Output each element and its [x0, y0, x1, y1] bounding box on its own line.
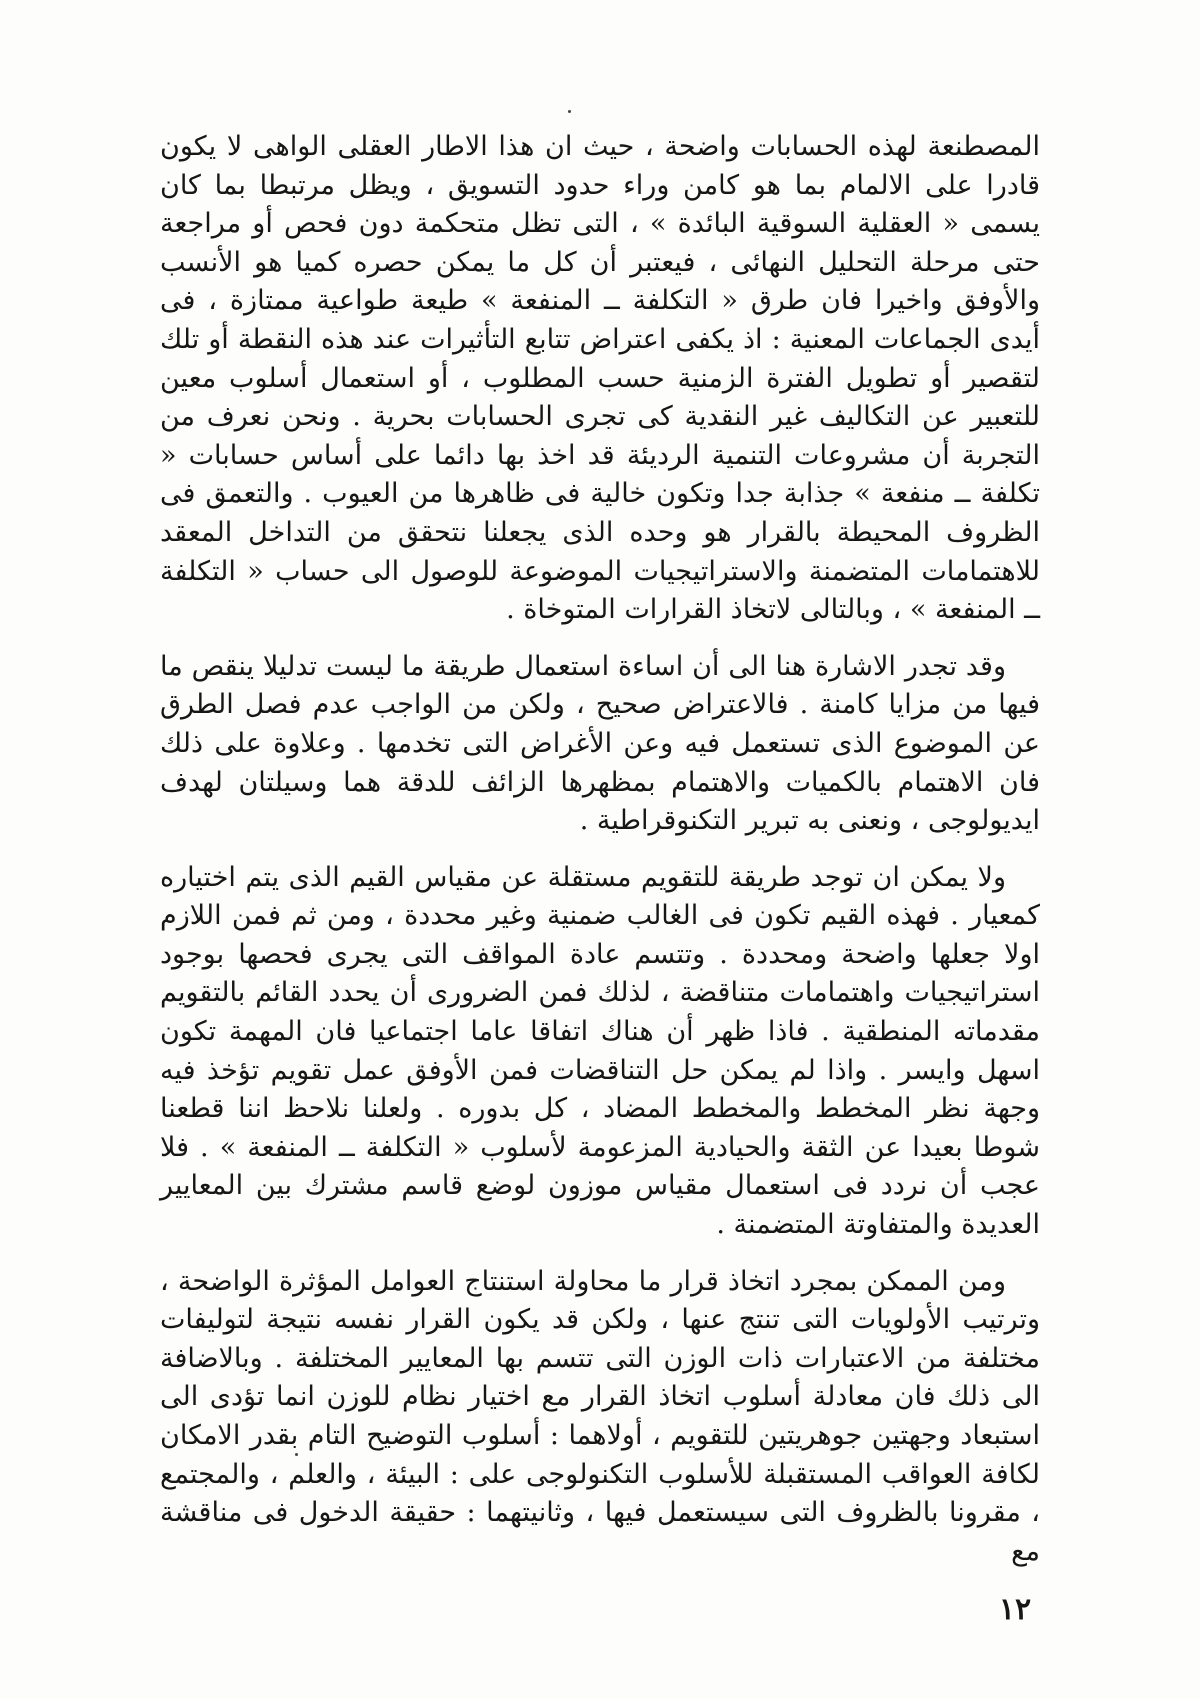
- page-number: ١٢: [998, 1592, 1032, 1627]
- paragraph-2: وقد تجدر الاشارة هنا الى أن اساءة استعمال طريقة ما ليست تدليلا ينقص ما فيها من مزايا كامنة . فالاعتراض صحيح ، ولكن من الواجب عدم فصل الطرق عن الموضوع الذى تستعمل فيه وعن الأغراض التى تخدمها . وعلاوة على ذلك فان الاهتمام بالكميات والاهتمام بمظهرها الزائف للدقة هما وسيلتان لهدف ايديولوجى ، ونعنى به تبرير التكنوقراطية .: [160, 650, 1040, 837]
- scan-speck: [568, 110, 571, 113]
- body-text: [160, 128, 1040, 1589]
- paragraph-4: ومن الممكن بمجرد اتخاذ قرار ما محاولة استنتاج العوامل المؤثرة الواضحة ، وترتيب الأولويات التى تنتج عنها ، ولكن قد يكون القرار نفسه نتيجة لتوليفات مختلفة من الاعتبارات ذات الوزن التى تتسم بها المعايير المختلفة . وبالاضافة الى ذلك فان معادلة أسلوب اتخاذ القرار مع اختيار نظام للوزن انما تؤدى الى استبعاد وجهتين جوهريتين للتقويم ، أولاهما : أسلوب التوضيح التام بقدر الامكان لكافة العواقب المستقبلة للأسلوب التكنولوجى على : البيئة ، والعلم ، والمجتمع ، مقرونا بالظروف التى سيستعمل فيها ، وثانيتهما : حقيقة الدخول فى مناقشة مع: [160, 1265, 1040, 1567]
- paragraph-1: المصطنعة لهذه الحسابات واضحة ، حيث ان هذا الاطار العقلى الواهى لا يكون قادرا على الالمام بما هو كامن وراء حدود التسويق ، ويظل مرتبطا بما كان يسمى « العقلية السوقية البائدة » ، التى تظل متحكمة دون فحص أو مراجعة حتى مرحلة التحليل النهائى ، فيعتبر أن كل ما يمكن حصره كميا هو الأنسب والأوفق واخيرا فان طرق « التكلفة ــ المنفعة » طيعة طواعية ممتازة ، فى أيدى الجماعات المعنية : اذ يكفى اعتراض تتابع التأثيرات عند هذه النقطة أو تلك لتقصير أو تطويل الفترة الزمنية حسب المطلوب ، أو استعمال أسلوب معين للتعبير عن التكاليف غير النقدية كى تجرى الحسابات بحرية . ونحن نعرف من التجربة أن مشروعات التنمية الرديئة قد اخذ بها دائما على أساس حسابات « تكلفة ــ منفعة » جذابة جدا وتكون خالية فى ظاهرها من العيوب . والتعمق فى الظروف المحيطة بالقرار هو وحده الذى يجعلنا نتحقق من التداخل المعقد للاهتمامات المتضمنة والاستراتيجيات الموضوعة للوصول الى حساب « التكلفة ــ المنفعة » ، وبالتالى لاتخاذ القرارات المتوخاة .: [160, 131, 1040, 626]
- paragraph-3: ولا يمكن ان توجد طريقة للتقويم مستقلة عن مقياس القيم الذى يتم اختياره كمعيار . فهذه القيم تكون فى الغالب ضمنية وغير محددة ، ومن ثم فمن اللازم اولا جعلها واضحة ومحددة . وتتسم عادة المواقف التى يجرى فحصها بوجود استراتيجيات واهتمامات متناقضة ، لذلك فمن الضرورى أن يحدد القائم بالتقويم مقدماته المنطقية . فاذا ظهر أن هناك اتفاقا عاما اجتماعيا فان المهمة تكون اسهل وايسر . واذا لم يمكن حل التناقضات فمن الأوفق عمل تقويم تؤخذ فيه وجهة نظر المخطط والمخطط المضاد ، كل بدوره . ولعلنا نلاحظ اننا قطعنا شوطا بعيدا عن الثقة والحيادية المزعومة لأسلوب « التكلفة ــ المنفعة » . فلا عجب أن نردد فى استعمال مقياس موزون لوضع قاسم مشترك بين المعايير العديدة والمتفاوتة المتضمنة .: [160, 861, 1040, 1241]
